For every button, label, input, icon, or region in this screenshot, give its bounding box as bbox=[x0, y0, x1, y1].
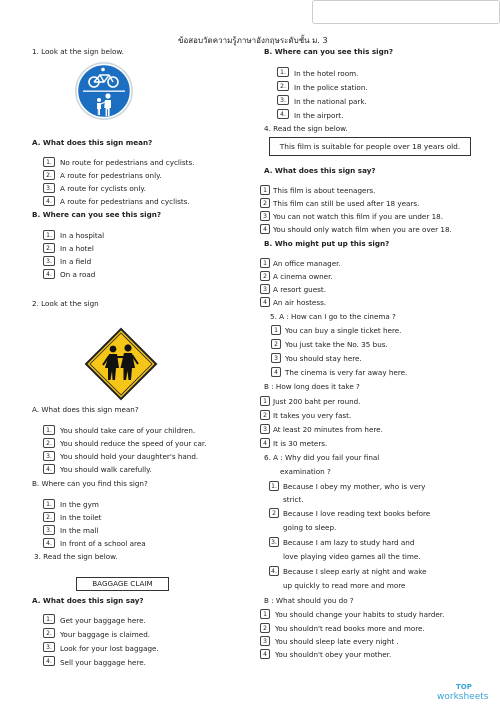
cycle-pedestrian-sign-icon bbox=[74, 61, 134, 121]
option-label: The cinema is very far away here. bbox=[285, 368, 408, 377]
film-rating-sign: This film is suitable for people over 18 years old. bbox=[269, 137, 471, 156]
answer-box[interactable]: 2 bbox=[269, 508, 279, 518]
page-title: ข้อสอบวัดความรู้ภาษาอังกฤษระดับชั้น ม. 3 bbox=[178, 36, 328, 45]
q2-a-question: A. What does this sign mean? bbox=[32, 405, 139, 414]
option-label: This film is about teenagers. bbox=[273, 186, 376, 195]
option-label: Because I sleep early at night and wake bbox=[283, 567, 427, 576]
answer-box[interactable]: 1 bbox=[271, 325, 281, 335]
q4-b-question: B. Who might put up this sign? bbox=[264, 239, 390, 248]
option-label: You should take care of your children. bbox=[60, 426, 196, 435]
option-label: You just take the No. 35 bus. bbox=[285, 340, 388, 349]
q1-prompt: 1. Look at the sign below. bbox=[32, 47, 124, 56]
answer-box[interactable]: 2. bbox=[43, 170, 55, 180]
answer-box[interactable]: 4 bbox=[260, 438, 270, 448]
q3-prompt: 3. Read the sign below. bbox=[34, 552, 118, 561]
answer-box[interactable]: 2 bbox=[260, 198, 270, 208]
option-label: A route for cyclists only. bbox=[60, 184, 146, 193]
option-label: You should sleep late every night . bbox=[275, 637, 399, 646]
option-label: In the airport. bbox=[294, 111, 344, 120]
answer-box[interactable]: 4. bbox=[43, 464, 55, 474]
answer-box[interactable]: 2. bbox=[43, 243, 55, 253]
option-label: A resort guest. bbox=[273, 285, 327, 294]
option-label: An office manager. bbox=[273, 259, 341, 268]
q2-prompt: 2. Look at the sign bbox=[32, 299, 99, 308]
option-label: You shouldn't obey your mother. bbox=[275, 650, 392, 659]
option-label: Because I obey my mother, who is very bbox=[283, 482, 426, 491]
answer-box[interactable]: 3. bbox=[43, 256, 55, 266]
answer-box[interactable]: 1. bbox=[43, 157, 55, 167]
option-label: You can buy a single ticket here. bbox=[285, 326, 402, 335]
answer-box[interactable]: 1. bbox=[269, 481, 279, 491]
option-label: Your baggage is claimed. bbox=[60, 630, 151, 639]
option-label-cont: going to sleep. bbox=[283, 523, 337, 532]
option-label: You should only watch film when you are over 18. bbox=[273, 225, 452, 234]
option-label: Because I love reading text books before bbox=[283, 509, 431, 518]
answer-box[interactable]: 3. bbox=[277, 95, 289, 105]
answer-box[interactable]: 1. bbox=[43, 499, 55, 509]
option-label: You should stay here. bbox=[285, 354, 362, 363]
option-label-cont: love playing video games all the time. bbox=[283, 552, 421, 561]
answer-box[interactable]: 2 bbox=[260, 410, 270, 420]
option-label: You should reduce the speed of your car. bbox=[60, 439, 207, 448]
option-label: In a hospital bbox=[60, 231, 105, 240]
q6-prompt-line2: examination ? bbox=[280, 467, 331, 476]
option-label: It is 30 meters. bbox=[273, 439, 328, 448]
option-label: In a hotel bbox=[60, 244, 94, 253]
option-label: An air hostess. bbox=[273, 298, 327, 307]
option-label: In front of a school area bbox=[60, 539, 146, 548]
answer-box[interactable]: 1. bbox=[43, 425, 55, 435]
option-label: Get your baggage here. bbox=[60, 616, 146, 625]
answer-box[interactable]: 4 bbox=[260, 224, 270, 234]
option-label: In the mall bbox=[60, 526, 99, 535]
brand-top: TOP bbox=[456, 683, 472, 691]
option-label: You should change your habits to study harder. bbox=[275, 610, 445, 619]
option-label: On a road bbox=[60, 270, 96, 279]
answer-box[interactable]: 2 bbox=[271, 339, 281, 349]
q1-a-question: A. What does this sign mean? bbox=[32, 138, 153, 147]
q6-prompt-line1: 6. A : Why did you fail your final bbox=[264, 453, 380, 462]
option-label: In the national park. bbox=[294, 97, 367, 106]
option-label: In a field bbox=[60, 257, 92, 266]
answer-box[interactable]: 2 bbox=[260, 623, 270, 633]
option-label: You should walk carefully. bbox=[60, 465, 152, 474]
option-label: Look for your lost baggage. bbox=[60, 644, 159, 653]
answer-box[interactable]: 1 bbox=[260, 396, 270, 406]
option-label: In the hotel room. bbox=[294, 69, 359, 78]
q3-b-question: B. Where can you see this sign? bbox=[264, 47, 394, 56]
brand-logo[interactable]: worksheets bbox=[437, 692, 489, 702]
option-label: A route for pedestrians only. bbox=[60, 171, 162, 180]
header-blank-box bbox=[312, 0, 500, 24]
q6-b-question: B : What should you do ? bbox=[264, 596, 354, 605]
option-label: You shouldn't read books more and more. bbox=[275, 624, 425, 633]
answer-box[interactable]: 3. bbox=[43, 525, 55, 535]
q1-b-question: B. Where can you see this sign? bbox=[32, 210, 162, 219]
school-crossing-sign-icon bbox=[84, 327, 158, 401]
option-label: In the police station. bbox=[294, 83, 368, 92]
q5-prompt: 5. A : How can I go to the cinema ? bbox=[270, 312, 396, 321]
option-label: You can not watch this film if you are under 18. bbox=[273, 212, 444, 221]
answer-box[interactable]: 4. bbox=[43, 269, 55, 279]
option-label: Because I am lazy to study hard and bbox=[283, 538, 415, 547]
q4-prompt: 4. Read the sign below. bbox=[264, 124, 348, 133]
answer-box[interactable]: 2 bbox=[260, 271, 270, 281]
answer-box[interactable]: 3. bbox=[43, 642, 55, 652]
answer-box[interactable]: 2. bbox=[43, 438, 55, 448]
answer-box[interactable]: 4. bbox=[43, 656, 55, 666]
option-label-cont: strict. bbox=[283, 495, 304, 504]
answer-box[interactable]: 1 bbox=[260, 609, 270, 619]
answer-box[interactable]: 3. bbox=[269, 537, 279, 547]
answer-box[interactable]: 1. bbox=[277, 67, 289, 77]
option-label: Sell your baggage here. bbox=[60, 658, 146, 667]
q5-b-question: B : How long does it take ? bbox=[264, 382, 360, 391]
answer-box[interactable]: 3 bbox=[260, 284, 270, 294]
answer-box[interactable]: 3 bbox=[260, 211, 270, 221]
answer-box[interactable]: 2. bbox=[43, 628, 55, 638]
option-label-cont: up quickly to read more and more bbox=[283, 581, 406, 590]
answer-box[interactable]: 4 bbox=[271, 367, 281, 377]
answer-box[interactable]: 4. bbox=[277, 109, 289, 119]
answer-box[interactable]: 3 bbox=[271, 353, 281, 363]
option-label: You should hold your daughter's hand. bbox=[60, 452, 199, 461]
option-label: A cinema owner. bbox=[273, 272, 333, 281]
answer-box[interactable]: 3 bbox=[260, 636, 270, 646]
answer-box[interactable]: 2. bbox=[277, 81, 289, 91]
option-label: At least 20 minutes from here. bbox=[273, 425, 383, 434]
answer-box[interactable]: 4 bbox=[260, 297, 270, 307]
answer-box[interactable]: 1. bbox=[43, 614, 55, 624]
baggage-claim-sign: BAGGAGE CLAIM bbox=[76, 577, 169, 591]
answer-box[interactable]: 1 bbox=[260, 258, 270, 268]
answer-box[interactable]: 4. bbox=[43, 538, 55, 548]
answer-box[interactable]: 2. bbox=[43, 512, 55, 522]
answer-box[interactable]: 1. bbox=[43, 230, 55, 240]
answer-box[interactable]: 4 bbox=[260, 649, 270, 659]
option-label: It takes you very fast. bbox=[273, 411, 352, 420]
answer-box[interactable]: 1 bbox=[260, 185, 270, 195]
option-label: Just 200 baht per round. bbox=[273, 397, 361, 406]
option-label: A route for pedestrians and cyclists. bbox=[60, 197, 190, 206]
q2-b-question: B. Where can you find this sign? bbox=[32, 479, 148, 488]
option-label: In the toilet bbox=[60, 513, 102, 522]
option-label: This film can still be used after 18 years. bbox=[273, 199, 420, 208]
option-label: In the gym bbox=[60, 500, 99, 509]
q4-a-question: A. What does this sign say? bbox=[264, 166, 376, 175]
answer-box[interactable]: 4. bbox=[269, 566, 279, 576]
answer-box[interactable]: 3. bbox=[43, 183, 55, 193]
option-label: No route for pedestrians and cyclists. bbox=[60, 158, 195, 167]
answer-box[interactable]: 4. bbox=[43, 196, 55, 206]
answer-box[interactable]: 3 bbox=[260, 424, 270, 434]
q3-a-question: A. What does this sign say? bbox=[32, 596, 144, 605]
answer-box[interactable]: 3. bbox=[43, 451, 55, 461]
